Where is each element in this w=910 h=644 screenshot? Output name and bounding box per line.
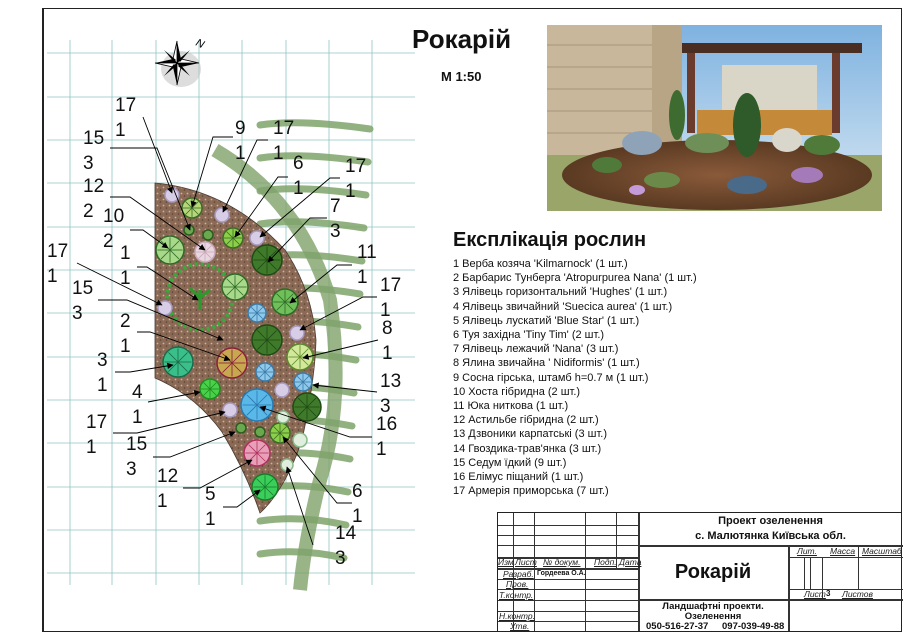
row-utv: Утв. bbox=[510, 621, 530, 631]
plant-quantity: 3 bbox=[83, 153, 94, 174]
page-title: Рокарій bbox=[412, 24, 512, 54]
legend-item: 16 Елімус піщаний (1 шт.) bbox=[453, 471, 584, 484]
plan-label bbox=[235, 116, 246, 166]
plant-symbol-armeria bbox=[250, 231, 264, 245]
plant-number: 15 bbox=[72, 278, 94, 299]
lit-label: Лит. bbox=[797, 546, 817, 556]
plant-number: 9 bbox=[235, 118, 246, 139]
legend-item: 6 Туя західна 'Tiny Tim' (2 шт.) bbox=[453, 329, 605, 342]
plant-quantity: 1 bbox=[345, 181, 356, 202]
phone-1: 050-516-27-37 bbox=[646, 621, 709, 632]
plant-number: 17 bbox=[273, 118, 295, 139]
plant-symbol-armeria bbox=[290, 326, 304, 340]
plan-label bbox=[83, 126, 104, 176]
plan-label bbox=[157, 464, 178, 514]
legend-item: 12 Астильбе гібридна (2 шт.) bbox=[453, 414, 599, 427]
plan-label bbox=[132, 380, 143, 430]
plan-label bbox=[335, 521, 356, 571]
plant-symbol-armeria bbox=[165, 188, 179, 202]
plant-symbol-armeria bbox=[223, 403, 237, 417]
legend-item: 10 Хоста гібридна (2 шт.) bbox=[453, 385, 581, 398]
plant-number: 2 bbox=[120, 311, 131, 332]
plant-quantity: 1 bbox=[120, 268, 131, 289]
plant-quantity: 3 bbox=[335, 548, 346, 569]
plant-legend bbox=[453, 257, 697, 498]
plant-quantity: 1 bbox=[273, 143, 284, 164]
north-label: N bbox=[193, 36, 207, 52]
plant-quantity: 1 bbox=[132, 407, 143, 428]
plant-number: 17 bbox=[115, 95, 137, 116]
leader-line bbox=[153, 432, 235, 457]
plant-quantity: 1 bbox=[86, 437, 97, 458]
plant-quantity: 1 bbox=[97, 375, 108, 396]
plant-number: 12 bbox=[157, 466, 179, 487]
plan-label bbox=[97, 348, 108, 398]
phone-2: 097-039-49-88 bbox=[722, 621, 785, 632]
plant-number: 3 bbox=[97, 350, 108, 371]
legend-item: 1 Верба козяча 'Kilmarnock' (1 шт.) bbox=[453, 258, 628, 270]
plant-quantity: 2 bbox=[103, 231, 114, 252]
plant-symbol-armeria bbox=[158, 301, 172, 315]
plant-symbol-dianthus bbox=[281, 459, 293, 471]
masshtab-label: Масштаб bbox=[862, 546, 902, 556]
plan-label bbox=[126, 432, 147, 482]
plan-label bbox=[357, 240, 377, 290]
visualization-photo bbox=[547, 25, 882, 211]
legend-item: 4 Ялівець звичайний 'Suecica aurea' (1 шт.) bbox=[453, 300, 673, 313]
sheets-label: Листов bbox=[842, 589, 873, 599]
plan-label bbox=[120, 241, 131, 291]
plant-quantity: 1 bbox=[115, 120, 126, 141]
plant-number: 5 bbox=[205, 484, 216, 505]
leader-line bbox=[143, 117, 172, 193]
plan-label bbox=[205, 482, 216, 532]
plant-symbol-dianthus bbox=[293, 433, 307, 447]
massa-label: Масса bbox=[830, 546, 856, 556]
plant-number: 17 bbox=[345, 156, 367, 177]
plan-label bbox=[120, 309, 131, 359]
plant-number: 4 bbox=[132, 382, 143, 403]
plant-number: 6 bbox=[352, 481, 363, 502]
project-label: Проект озеленення bbox=[718, 515, 823, 527]
plant-symbol-sedum bbox=[236, 423, 246, 433]
plant-number: 16 bbox=[376, 414, 398, 435]
legend-item: 11 Юка ниткова (1 шт.) bbox=[453, 400, 569, 413]
company-line1: Ландшафтні проекти. bbox=[662, 601, 764, 612]
col-izm: Изм bbox=[498, 557, 514, 567]
plant-number: 14 bbox=[335, 523, 357, 544]
plant-number: 11 bbox=[357, 242, 377, 263]
plant-quantity: 3 bbox=[72, 303, 83, 324]
plant-symbol-armeria bbox=[215, 208, 229, 222]
plan-label bbox=[47, 239, 68, 289]
location-label: с. Малютянка Київська обл. bbox=[695, 530, 846, 542]
plant-quantity: 3 bbox=[126, 459, 137, 480]
plant-quantity: 1 bbox=[47, 266, 58, 287]
legend-item: 17 Армерія приморська (7 шт.) bbox=[453, 485, 609, 498]
plant-number: 17 bbox=[380, 275, 402, 296]
legend-item: 14 Гвоздика-трав'янка (3 шт.) bbox=[453, 442, 602, 455]
plan-label bbox=[345, 154, 366, 204]
plan-label bbox=[72, 276, 93, 326]
plan-label bbox=[376, 412, 397, 462]
plant-quantity: 1 bbox=[376, 439, 387, 460]
plant-quantity: 3 bbox=[380, 396, 391, 417]
company-line2: Озеленення bbox=[684, 611, 742, 622]
plan-label bbox=[273, 116, 294, 166]
sheet-number: 3 bbox=[826, 589, 831, 598]
plan-label bbox=[382, 316, 393, 366]
col-list: Лист bbox=[515, 557, 537, 567]
sheet-label: Лист bbox=[804, 589, 826, 599]
legend-item: 3 Ялівець горизонтальний 'Hughes' (1 шт.) bbox=[453, 286, 668, 299]
scale-label: М 1:50 bbox=[441, 69, 482, 84]
plan-label bbox=[83, 174, 104, 224]
legend-item: 8 Ялина звичайна ' Nidiformis' (1 шт.) bbox=[453, 357, 640, 370]
plant-quantity: 2 bbox=[83, 201, 94, 222]
legend-title: Експлікація рослин bbox=[453, 229, 647, 251]
plant-number: 17 bbox=[86, 412, 108, 433]
col-doc: № докум. bbox=[543, 557, 581, 567]
legend-item: 13 Дзвоники карпатські (3 шт.) bbox=[453, 428, 607, 441]
compass-rose bbox=[155, 37, 206, 87]
plan-label bbox=[86, 410, 107, 460]
plant-number: 8 bbox=[382, 318, 393, 339]
plant-number: 1 bbox=[120, 243, 131, 264]
plant-symbol-sedum bbox=[255, 427, 265, 437]
legend-item: 15 Седум їдкий (9 шт.) bbox=[453, 456, 567, 469]
plan-label bbox=[293, 151, 304, 201]
legend-item: 5 Ялівець лускатий 'Blue Star' (1 шт.) bbox=[453, 314, 640, 327]
row-tkontr: Т.контр. bbox=[499, 590, 534, 600]
plant-number: 6 bbox=[293, 153, 304, 174]
plant-quantity: 1 bbox=[120, 336, 131, 357]
plant-number: 12 bbox=[83, 176, 105, 197]
plant-number: 7 bbox=[330, 196, 341, 217]
plant-number: 13 bbox=[380, 371, 402, 392]
plant-quantity: 1 bbox=[382, 343, 393, 364]
plant-quantity: 1 bbox=[293, 178, 304, 199]
drawing-title: Рокарій bbox=[674, 561, 752, 583]
plan-label bbox=[330, 194, 341, 244]
col-sign: Подп. bbox=[594, 557, 617, 567]
plant-number: 10 bbox=[103, 206, 125, 227]
plant-number: 15 bbox=[126, 434, 148, 455]
plant-quantity: 1 bbox=[352, 506, 363, 527]
col-date: Дата bbox=[619, 557, 642, 567]
plant-quantity: 1 bbox=[357, 267, 368, 288]
razrab-name: Гордеева О.А. bbox=[537, 570, 586, 577]
legend-item: 2 Барбарис Тунберга 'Atropurpurea Nana' (1 шт.) bbox=[453, 272, 697, 285]
title-block bbox=[497, 512, 902, 632]
legend-item: 9 Сосна гірська, штамб h=0.7 м (1 шт.) bbox=[453, 371, 649, 384]
plant-number: 17 bbox=[47, 241, 69, 262]
plant-quantity: 1 bbox=[380, 300, 391, 321]
plant-number: 15 bbox=[83, 128, 105, 149]
plant-symbol-armeria bbox=[275, 383, 289, 397]
plan-label bbox=[115, 93, 136, 143]
plant-quantity: 1 bbox=[205, 509, 216, 530]
row-prov: Пров. bbox=[506, 579, 529, 589]
row-nkontr: Н.контр. bbox=[499, 611, 535, 621]
plant-symbol-sedum bbox=[203, 230, 213, 240]
plant-quantity: 1 bbox=[235, 143, 246, 164]
plant-quantity: 1 bbox=[157, 491, 168, 512]
legend-item: 7 Ялівець лежачий 'Nana' (3 шт.) bbox=[453, 343, 619, 356]
plant-quantity: 3 bbox=[330, 221, 341, 242]
row-razrab: Разраб. bbox=[503, 569, 534, 579]
